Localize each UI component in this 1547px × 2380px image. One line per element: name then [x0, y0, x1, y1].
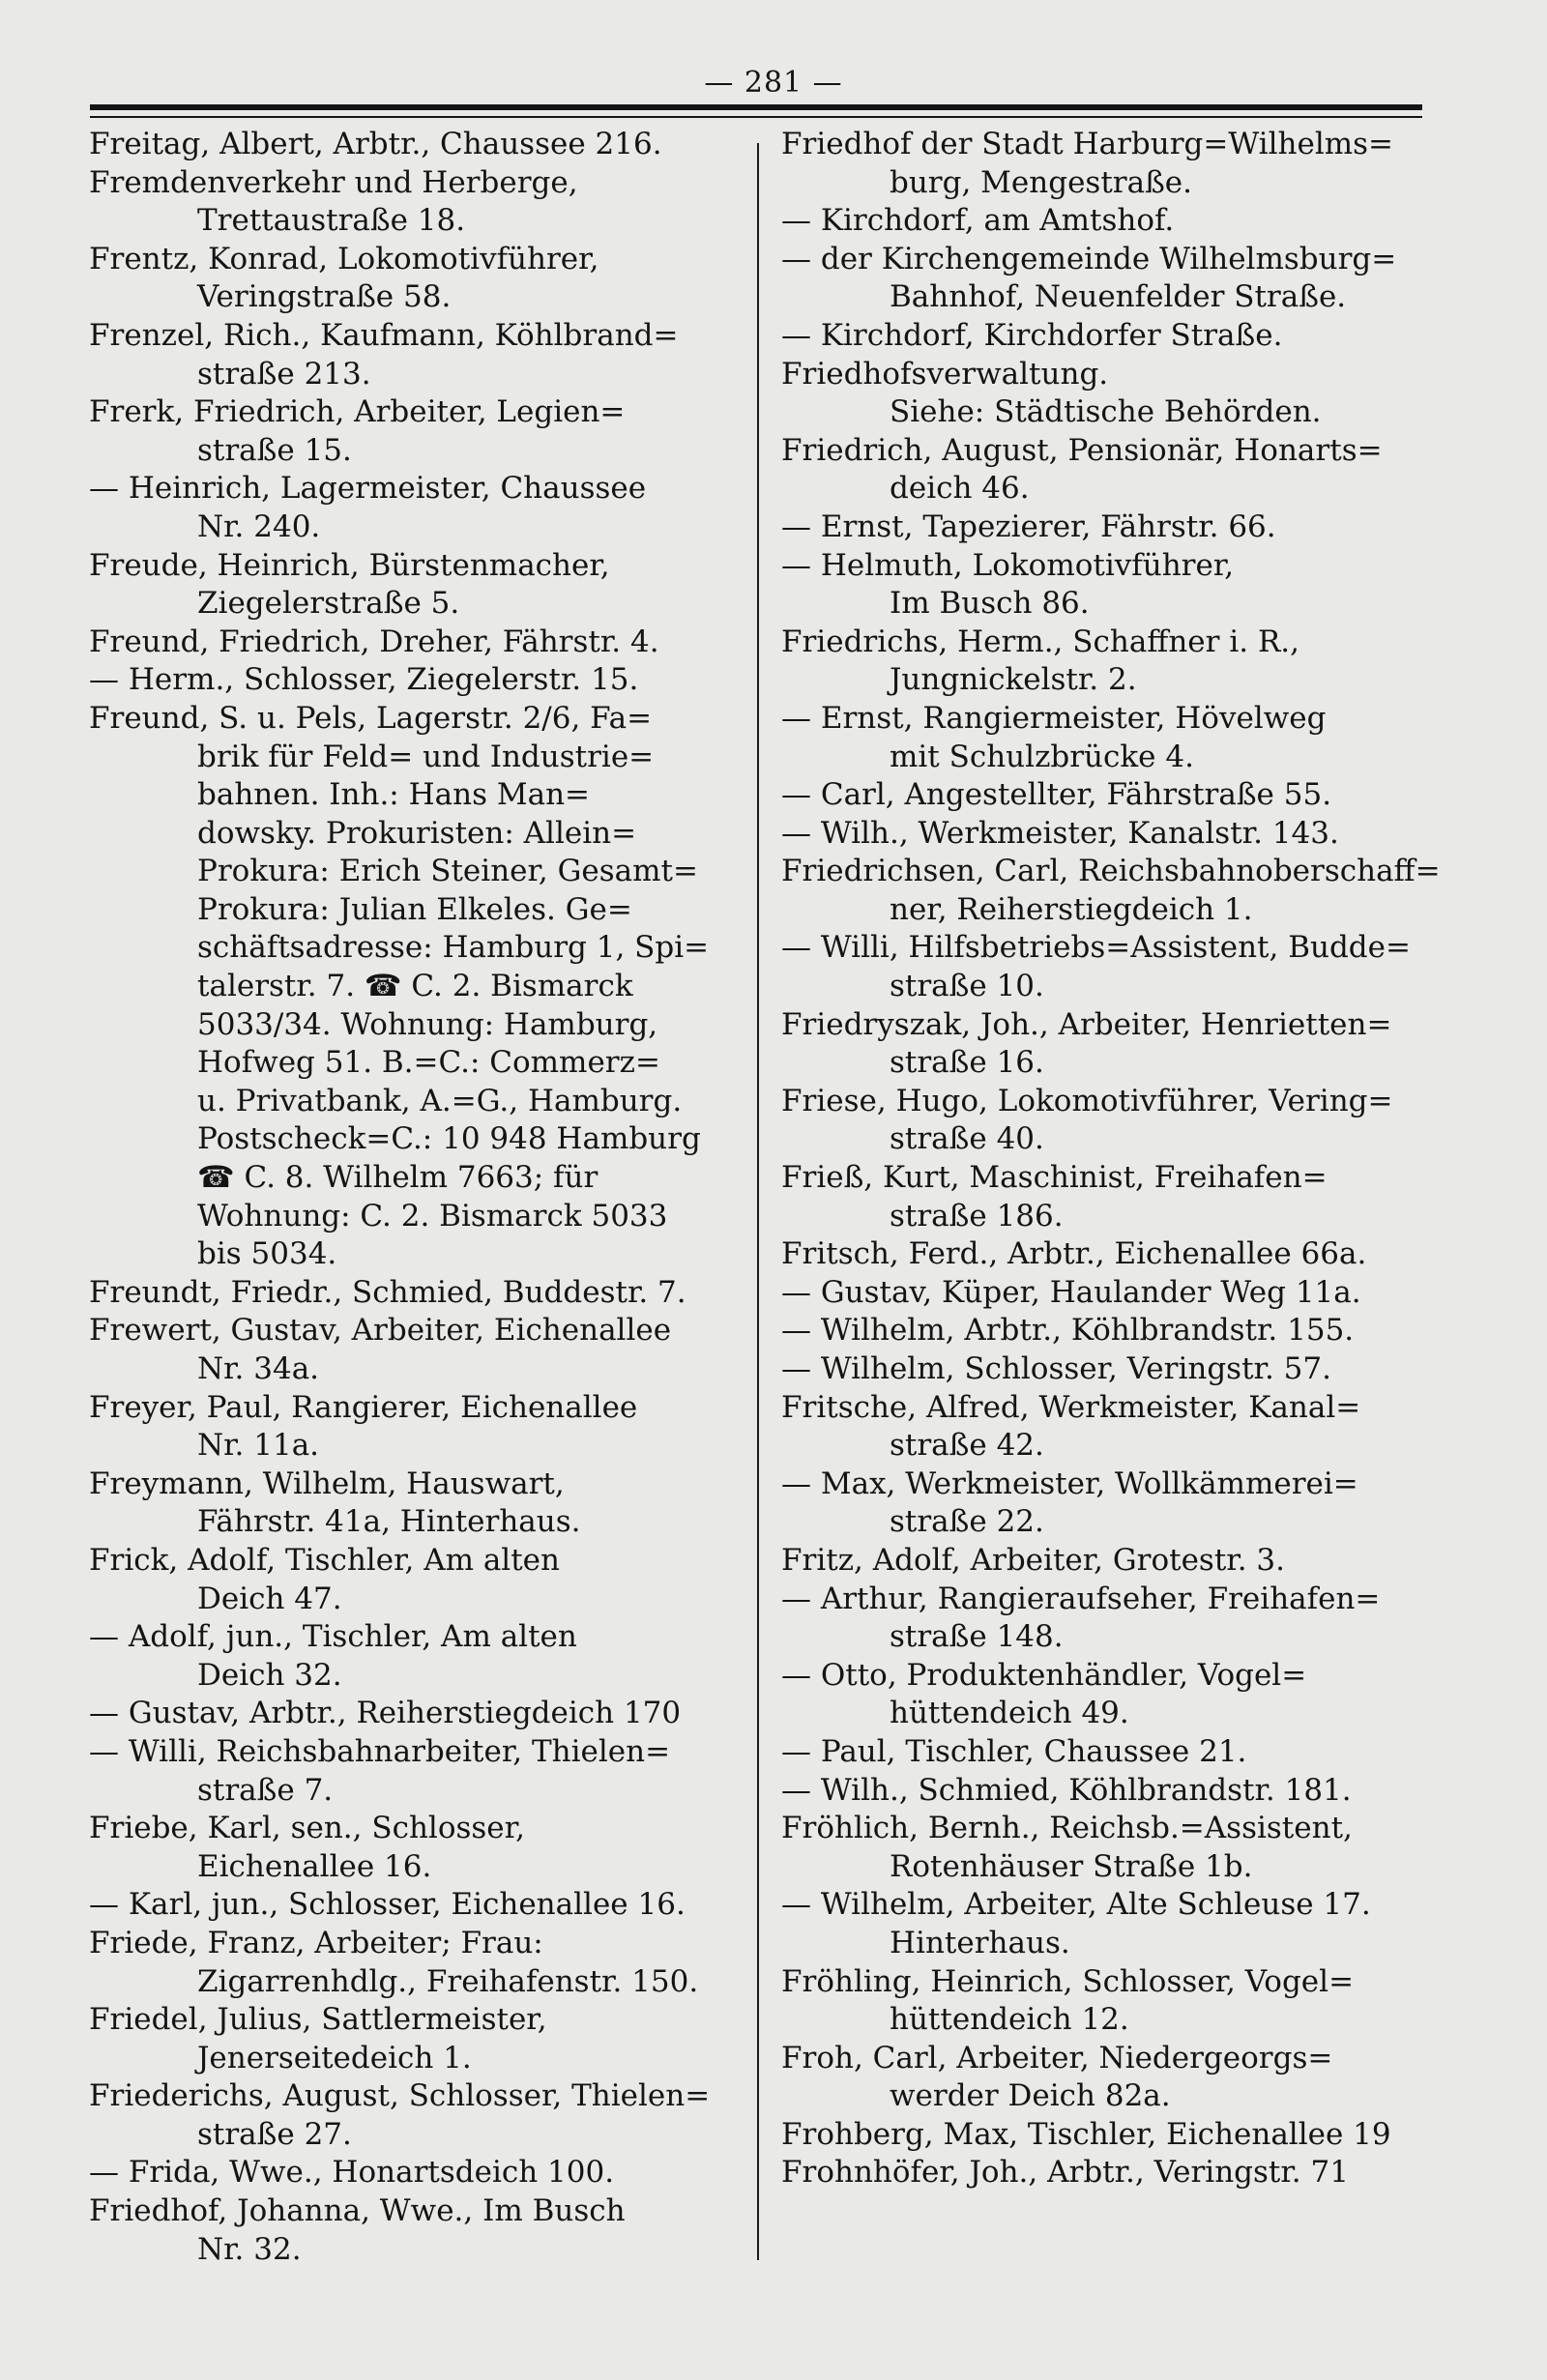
entry-line: Friedhofsverwaltung.	[781, 356, 1109, 392]
entry-line: — Carl, Angestellter, Fährstraße 55.	[781, 777, 1332, 813]
directory-entry	[781, 356, 1439, 432]
entry-continuation-line: Postscheck=C.: 10 948 Hamburg	[197, 1121, 701, 1157]
entry-line: Fremdenverkehr und Herberge,	[89, 164, 578, 200]
directory-entry	[89, 317, 737, 393]
directory-entry	[89, 470, 737, 546]
entry-continuation-line: Deich 47.	[197, 1581, 342, 1616]
directory-entry	[89, 1695, 737, 1733]
entry-line: — der Kirchengemeinde Wilhelmsburg=	[781, 241, 1397, 276]
entry-continuation-line: Nr. 32.	[197, 2231, 302, 2267]
entry-continuation-line: deich 46.	[890, 471, 1030, 507]
entry-line: Friedryszak, Joh., Arbeiter, Henrietten=	[781, 1006, 1392, 1042]
entry-continuation-line: straße 27.	[197, 2116, 352, 2152]
entry-continuation-line: Jenerseitedeich 1.	[197, 2040, 472, 2075]
entry-continuation-line: straße 186.	[890, 1198, 1064, 1234]
entry-continuation-line: straße 22.	[890, 1504, 1044, 1540]
entry-line: Friese, Hugo, Lokomotivführer, Vering=	[781, 1083, 1393, 1118]
entry-line: Friederichs, August, Schlosser, Thielen=	[89, 2078, 711, 2114]
entry-line: — Gustav, Arbtr., Reiherstiegdeich 170	[89, 1696, 682, 1731]
entry-continuation-line: Ziegelerstraße 5.	[197, 586, 460, 622]
entry-line: Friebe, Karl, sen., Schlosser,	[89, 1811, 525, 1846]
entry-line: — Max, Werkmeister, Wollkämmerei=	[781, 1466, 1358, 1501]
entry-line: Frohnhöfer, Joh., Arbtr., Veringstr. 71	[781, 2155, 1349, 2191]
directory-entry	[781, 853, 1439, 929]
directory-entry	[89, 393, 737, 470]
directory-entry	[781, 1657, 1439, 1733]
entry-line: — Wilhelm, Arbtr., Köhlbrandstr. 155.	[781, 1313, 1355, 1349]
entry-line: Frenzel, Rich., Kaufmann, Köhlbrand=	[89, 317, 679, 353]
left-column	[89, 126, 737, 2269]
directory-entry	[89, 1618, 737, 1695]
entry-continuation-line: straße 15.	[197, 432, 352, 468]
entry-continuation-line: Hinterhaus.	[890, 1925, 1070, 1960]
entry-line: — Willi, Reichsbahnarbeiter, Thielen=	[89, 1733, 671, 1769]
entry-continuation-line: bis 5034.	[197, 1236, 337, 1272]
entry-line: Fröhlich, Bernh., Reichsb.=Assistent,	[781, 1811, 1353, 1846]
directory-entry	[89, 547, 737, 624]
directory-entry	[89, 2192, 737, 2269]
entry-continuation-line: burg, Mengestraße.	[890, 164, 1192, 200]
entry-continuation-line: straße 148.	[890, 1619, 1064, 1655]
entry-line: Froh, Carl, Arbeiter, Niedergeorgs=	[781, 2040, 1333, 2075]
entry-continuation-line: Eichenallee 16.	[197, 1848, 432, 1884]
directory-entry	[781, 815, 1439, 854]
entry-continuation-line: Rotenhäuser Straße 1b.	[890, 1848, 1253, 1884]
entry-line: Freund, S. u. Pels, Lagerstr. 2/6, Fa=	[89, 700, 653, 736]
directory-entry	[781, 1159, 1439, 1235]
entry-line: Freude, Heinrich, Bürstenmacher,	[89, 547, 610, 583]
directory-entry	[89, 164, 737, 241]
entry-line: — Gustav, Küper, Haulander Weg 11a.	[781, 1274, 1361, 1310]
entry-line: — Otto, Produktenhändler, Vogel=	[781, 1657, 1307, 1693]
directory-entry	[781, 929, 1439, 1005]
directory-entry	[781, 1466, 1439, 1542]
directory-entry	[781, 1006, 1439, 1083]
directory-entry	[89, 1274, 737, 1313]
directory-entry	[89, 2001, 737, 2077]
directory-entry	[781, 624, 1439, 700]
entry-continuation-line: mit Schulzbrücke 4.	[890, 739, 1194, 774]
entry-line: Freund, Friedrich, Dreher, Fährstr. 4.	[89, 624, 659, 659]
entry-line: — Wilh., Schmied, Köhlbrandstr. 181.	[781, 1772, 1352, 1808]
entry-line: Freymann, Wilhelm, Hauswart,	[89, 1466, 565, 1501]
entry-line: — Wilhelm, Schlosser, Veringstr. 57.	[781, 1351, 1331, 1386]
entry-line: — Heinrich, Lagermeister, Chaussee	[89, 471, 647, 507]
entry-line: — Ernst, Rangiermeister, Hövelweg	[781, 700, 1327, 736]
directory-entry	[781, 1810, 1439, 1886]
directory-entry	[781, 126, 1439, 202]
entry-continuation-line: Nr. 240.	[197, 508, 321, 544]
directory-entry	[781, 508, 1439, 547]
directory-entry	[89, 1886, 737, 1925]
entry-continuation-line: Wohnung: C. 2. Bismarck 5033	[197, 1198, 668, 1234]
directory-entry	[781, 1083, 1439, 1159]
entry-line: Frieß, Kurt, Maschinist, Freihafen=	[781, 1160, 1328, 1196]
right-column	[781, 126, 1439, 2192]
directory-entry	[781, 700, 1439, 776]
entry-continuation-line: Fährstr. 41a, Hinterhaus.	[197, 1504, 581, 1540]
entry-continuation-line: Deich 32.	[197, 1657, 342, 1693]
entry-line: — Herm., Schlosser, Ziegelerstr. 15.	[89, 662, 639, 698]
directory-entry	[89, 700, 737, 1274]
entry-continuation-line: Zigarrenhdlg., Freihafenstr. 150.	[197, 1963, 699, 1999]
entry-continuation-line: Jungnickelstr. 2.	[890, 662, 1137, 698]
entry-continuation-line: 5033/34. Wohnung: Hamburg,	[197, 1006, 658, 1042]
directory-entry	[781, 1312, 1439, 1350]
entry-line: — Adolf, jun., Tischler, Am alten	[89, 1619, 577, 1655]
entry-line: — Karl, jun., Schlosser, Eichenallee 16.	[89, 1887, 686, 1923]
directory-entry	[781, 1274, 1439, 1313]
page-number: — 281 —	[704, 66, 843, 100]
directory-entry	[89, 2154, 737, 2192]
entry-line: — Ernst, Tapezierer, Fährstr. 66.	[781, 508, 1276, 544]
directory-entry	[781, 1235, 1439, 1274]
directory-entry	[781, 776, 1439, 815]
entry-continuation-line: ner, Reiherstiegdeich 1.	[890, 891, 1253, 927]
header-rule-thick	[90, 104, 1422, 110]
entry-continuation-line: ☎ C. 8. Wilhelm 7663; für	[197, 1160, 598, 1196]
entry-line: Fritz, Adolf, Arbeiter, Grotestr. 3.	[781, 1542, 1285, 1578]
directory-entry	[781, 2040, 1439, 2116]
directory-entry	[781, 1963, 1439, 2040]
directory-entry	[89, 624, 737, 662]
entry-line: — Wilh., Werkmeister, Kanalstr. 143.	[781, 815, 1339, 851]
entry-continuation-line: straße 16.	[890, 1045, 1044, 1081]
header-rule-thin	[90, 116, 1422, 118]
entry-line: Frick, Adolf, Tischler, Am alten	[89, 1542, 560, 1578]
entry-line: — Frida, Wwe., Honartsdeich 100.	[89, 2155, 615, 2191]
entry-continuation-line: Siehe: Städtische Behörden.	[890, 394, 1322, 430]
entry-line: Freundt, Friedr., Schmied, Buddestr. 7.	[89, 1274, 686, 1310]
entry-line: — Wilhelm, Arbeiter, Alte Schleuse 17.	[781, 1887, 1371, 1923]
entry-continuation-line: schäftsadresse: Hamburg 1, Spi=	[197, 930, 710, 966]
entry-continuation-line: Bahnhof, Neuenfelder Straße.	[890, 279, 1347, 315]
entry-line: Friedhof der Stadt Harburg=Wilhelms=	[781, 127, 1394, 161]
entry-continuation-line: Prokura: Julian Elkeles. Ge=	[197, 891, 632, 927]
directory-entry	[89, 1466, 737, 1542]
directory-entry	[781, 1389, 1439, 1466]
directory-entry	[89, 2077, 737, 2154]
entry-continuation-line: straße 40.	[890, 1121, 1044, 1157]
directory-entry	[781, 547, 1439, 624]
directory-entry	[781, 2116, 1439, 2155]
directory-entry	[781, 202, 1439, 241]
entry-continuation-line: Prokura: Erich Steiner, Gesamt=	[197, 854, 698, 889]
entry-continuation-line: straße 7.	[197, 1772, 334, 1808]
column-divider	[757, 143, 759, 2260]
directory-entry	[89, 1542, 737, 1618]
entry-continuation-line: Trettaustraße 18.	[197, 203, 466, 239]
entry-continuation-line: straße 10.	[890, 969, 1044, 1004]
directory-entry	[781, 1581, 1439, 1657]
entry-line: — Paul, Tischler, Chaussee 21.	[781, 1733, 1247, 1769]
entry-continuation-line: hüttendeich 49.	[890, 1696, 1129, 1731]
directory-entry	[89, 1389, 737, 1466]
entry-line: Freitag, Albert, Arbtr., Chaussee 216.	[89, 127, 662, 161]
entry-line: Frentz, Konrad, Lokomotivführer,	[89, 241, 599, 276]
directory-entry	[89, 1925, 737, 2001]
entry-line: Friedrichs, Herm., Schaffner i. R.,	[781, 624, 1299, 659]
entry-continuation-line: talerstr. 7. ☎ C. 2. Bismarck	[197, 969, 633, 1004]
directory-entry	[781, 1350, 1439, 1389]
directory-entry	[89, 1733, 737, 1810]
directory-entry	[781, 432, 1439, 508]
entry-continuation-line: dowsky. Prokuristen: Allein=	[197, 815, 637, 851]
entry-line: Frewert, Gustav, Arbeiter, Eichenallee	[89, 1313, 672, 1349]
directory-entry	[781, 241, 1439, 317]
entry-line: Fritsche, Alfred, Werkmeister, Kanal=	[781, 1389, 1361, 1425]
directory-entry	[781, 2154, 1439, 2192]
directory-entry	[781, 1733, 1439, 1772]
directory-entry	[89, 241, 737, 317]
entry-line: — Kirchdorf, am Amtshof.	[781, 203, 1175, 239]
entry-continuation-line: Hofweg 51. B.=C.: Commerz=	[197, 1045, 660, 1081]
entry-line: Friedel, Julius, Sattlermeister,	[89, 2002, 547, 2038]
directory-entry	[89, 661, 737, 700]
directory-entry	[89, 126, 737, 164]
entry-continuation-line: u. Privatbank, A.=G., Hamburg.	[197, 1083, 683, 1118]
directory-entry	[781, 317, 1439, 356]
entry-line: Friedhof, Johanna, Wwe., Im Busch	[89, 2193, 626, 2229]
entry-line: — Arthur, Rangieraufseher, Freihafen=	[781, 1581, 1381, 1616]
entry-line: — Helmuth, Lokomotivführer,	[781, 547, 1235, 583]
directory-entry	[781, 1772, 1439, 1811]
entry-continuation-line: Im Busch 86.	[890, 586, 1090, 622]
entry-line: — Kirchdorf, Kirchdorfer Straße.	[781, 317, 1283, 353]
entry-line: Fritsch, Ferd., Arbtr., Eichenallee 66a.	[781, 1236, 1367, 1272]
entry-continuation-line: straße 213.	[197, 356, 371, 392]
directory-entry	[89, 1312, 737, 1388]
entry-line: Friedrichsen, Carl, Reichsbahnoberschaff=	[781, 854, 1441, 889]
entry-continuation-line: werder Deich 82a.	[890, 2078, 1171, 2114]
entry-line: Friedrich, August, Pensionär, Honarts=	[781, 432, 1383, 468]
entry-continuation-line: straße 42.	[890, 1428, 1044, 1464]
entry-continuation-line: bahnen. Inh.: Hans Man=	[197, 777, 591, 813]
entry-line: Fröhling, Heinrich, Schlosser, Vogel=	[781, 1963, 1355, 1999]
directory-entry	[781, 1886, 1439, 1962]
entry-continuation-line: hüttendeich 12.	[890, 2002, 1129, 2038]
entry-continuation-line: Veringstraße 58.	[197, 279, 452, 315]
entry-line: Frerk, Friedrich, Arbeiter, Legien=	[89, 394, 626, 430]
entry-line: Freyer, Paul, Rangierer, Eichenallee	[89, 1389, 638, 1425]
entry-continuation-line: Nr. 11a.	[197, 1428, 320, 1464]
entry-continuation-line: Nr. 34a.	[197, 1351, 320, 1386]
directory-entry	[89, 1810, 737, 1886]
entry-line: — Willi, Hilfsbetriebs=Assistent, Budde=	[781, 930, 1411, 966]
directory-entry	[781, 1542, 1439, 1581]
entry-line: Frohberg, Max, Tischler, Eichenallee 19	[781, 2116, 1391, 2152]
entry-line: Friede, Franz, Arbeiter; Frau:	[89, 1925, 543, 1960]
entry-continuation-line: brik für Feld= und Industrie=	[197, 739, 655, 774]
